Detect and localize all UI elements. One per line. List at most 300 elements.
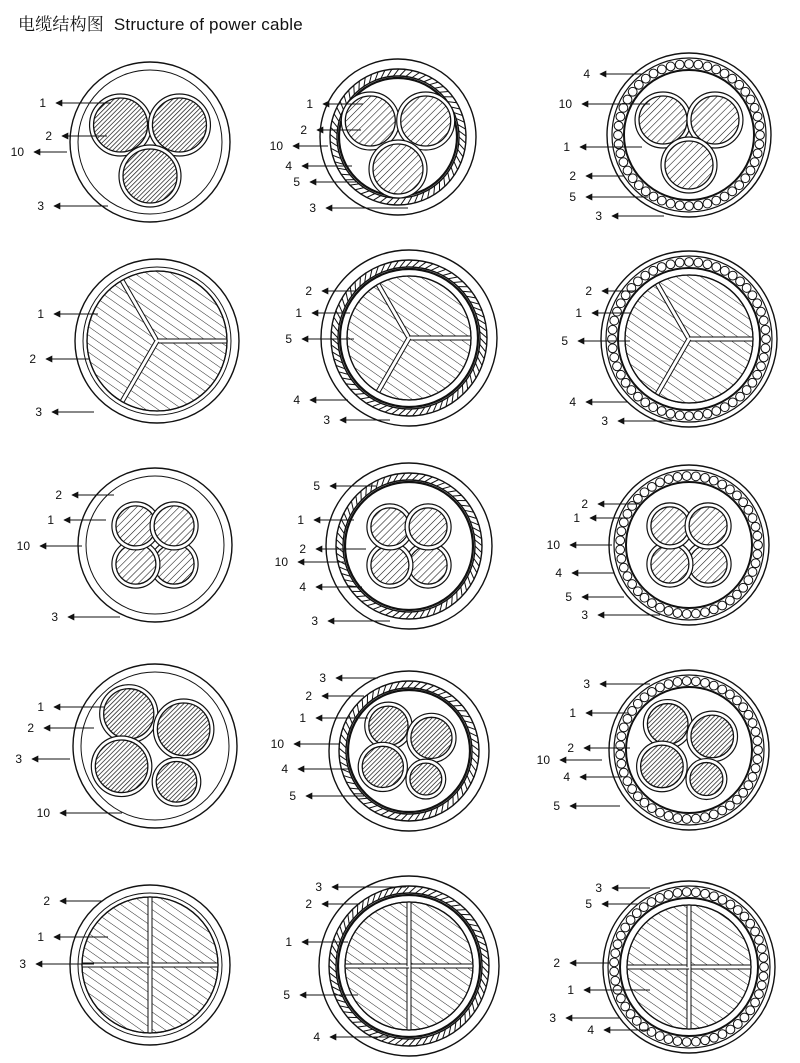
component-label: 3: [323, 413, 330, 427]
conductor: [639, 96, 687, 144]
component-label: 3: [601, 414, 608, 428]
armour-wire: [753, 736, 762, 745]
conductor: [157, 703, 210, 756]
armour-wire: [703, 199, 712, 208]
conductor: [411, 717, 452, 758]
armour-wire: [756, 131, 765, 140]
armour-wire: [641, 271, 650, 280]
armour-wire: [754, 746, 763, 755]
armour-wire: [694, 411, 703, 420]
page-title-english: Structure of power cable: [113, 15, 303, 34]
component-label: 3: [581, 608, 588, 622]
component-label: 10: [16, 539, 30, 553]
component-label: 4: [313, 1030, 320, 1044]
conductor: [373, 144, 423, 194]
cable-cross-section-d7: [78, 468, 232, 622]
cable-cross-section-d2: [320, 59, 476, 215]
armour-wire: [666, 409, 675, 418]
armour-wire: [634, 181, 643, 190]
conductor: [95, 740, 148, 793]
armour-wire: [666, 199, 675, 208]
cable-cross-section-d15: [603, 881, 775, 1053]
conductor: [409, 546, 447, 584]
component-label: 1: [299, 711, 306, 725]
armour-wire: [753, 531, 762, 540]
component-label: 4: [583, 67, 590, 81]
armour-wire: [619, 768, 628, 777]
component-label: 1: [295, 306, 302, 320]
component-label: 1: [37, 307, 44, 321]
component-label: 3: [315, 880, 322, 894]
component-label: 10: [536, 753, 550, 767]
component-label: 2: [29, 352, 36, 366]
armour-tape-stroke: [457, 711, 466, 712]
armour-wire: [633, 792, 642, 801]
armour-wire: [656, 808, 665, 817]
component-label: 3: [19, 957, 26, 971]
armour-wire: [709, 605, 718, 614]
armour-wire: [685, 202, 694, 211]
armour-wire: [616, 299, 625, 308]
armour-wire: [657, 263, 666, 272]
component-label: 4: [285, 159, 292, 173]
armour-wire: [640, 693, 649, 702]
armour-wire: [759, 316, 768, 325]
armour-wire: [759, 953, 768, 962]
armour-wire: [744, 781, 753, 790]
armour-wire: [656, 478, 665, 487]
armour-wire: [608, 335, 617, 344]
cable-cross-section-d6: [601, 251, 777, 427]
armour-wire: [634, 277, 643, 286]
component-label: 2: [305, 897, 312, 911]
armour-wire: [692, 677, 701, 686]
armour-wire: [718, 1030, 727, 1039]
armour-wire: [673, 473, 682, 482]
armour-wire: [748, 378, 757, 387]
armour-wire: [641, 187, 650, 196]
armour-wire: [621, 923, 630, 932]
armour-wire: [692, 814, 701, 823]
component-label: 2: [567, 741, 574, 755]
armour-wire: [617, 759, 626, 768]
armour-wire: [703, 409, 712, 418]
armour-wire: [753, 550, 762, 559]
armour-wire: [709, 681, 718, 690]
armour-wire: [748, 568, 757, 577]
armour-wire: [753, 149, 762, 158]
armour-wire: [655, 894, 664, 903]
armour-wire: [634, 80, 643, 89]
armour-wire: [728, 74, 737, 83]
armour-wire: [675, 201, 684, 210]
conductor: [651, 507, 689, 545]
cable-cross-section-d9: [609, 465, 769, 625]
armour-wire: [619, 103, 628, 112]
component-label: 3: [595, 209, 602, 223]
armour-tape-stroke: [341, 174, 350, 175]
armour-wire: [753, 370, 762, 379]
armour-wire: [694, 201, 703, 210]
armour-wire: [741, 87, 750, 96]
armour-tape-stroke: [452, 596, 453, 605]
armour-wire: [610, 316, 619, 325]
component-label: 2: [305, 284, 312, 298]
armour-wire: [755, 121, 764, 130]
armour-wire: [744, 710, 753, 719]
armour-wire: [673, 609, 682, 618]
armour-wire: [610, 958, 619, 967]
sector-conductor: [150, 965, 218, 1033]
armour-wire: [701, 678, 710, 687]
cable-cross-section-d11: [329, 671, 489, 831]
armour-wire: [757, 307, 766, 316]
armour-wire: [610, 967, 619, 976]
armour-wire: [748, 719, 757, 728]
armour-wire: [701, 1036, 710, 1045]
armour-wire: [755, 990, 764, 999]
conductor: [690, 763, 723, 796]
armour-wire: [753, 112, 762, 121]
component-label: 10: [274, 555, 288, 569]
armour-wire: [720, 69, 729, 78]
armour-wire: [613, 307, 622, 316]
armour-wire: [639, 903, 648, 912]
armour-wire: [744, 505, 753, 514]
armour-wire: [614, 131, 623, 140]
component-label: 5: [289, 789, 296, 803]
sector-conductor: [82, 897, 150, 965]
armour-wire: [647, 687, 656, 696]
armour-wire: [751, 927, 760, 936]
conductor: [691, 96, 739, 144]
armour-wire: [623, 509, 632, 518]
component-label: 2: [45, 129, 52, 143]
armour-wire: [751, 998, 760, 1007]
component-label: 10: [10, 145, 24, 159]
armour-wire: [712, 65, 721, 74]
armour-wire: [718, 806, 727, 815]
armour-wire: [701, 608, 710, 617]
component-label: 4: [555, 566, 562, 580]
armour-wire: [628, 502, 637, 511]
component-label: 2: [27, 721, 34, 735]
armour-wire: [682, 888, 691, 897]
component-label: 2: [55, 488, 62, 502]
armour-wire: [755, 140, 764, 149]
armour-wire: [710, 892, 719, 901]
armour-wire: [608, 325, 617, 334]
armour-wire: [746, 95, 755, 104]
armour-wire: [735, 181, 744, 190]
armour-wire: [761, 325, 770, 334]
armour-wire: [633, 587, 642, 596]
component-label: 1: [37, 930, 44, 944]
conductor: [410, 763, 442, 795]
armour-wire: [647, 482, 656, 491]
armour-wire: [655, 1032, 664, 1041]
component-label: 2: [581, 497, 588, 511]
conductor: [401, 96, 451, 146]
armour-wire: [740, 912, 749, 921]
conductor: [665, 141, 713, 189]
armour-wire: [754, 541, 763, 550]
component-label: 5: [283, 988, 290, 1002]
component-label: 4: [299, 580, 306, 594]
outer-sheath: [609, 670, 769, 830]
component-label: 10: [270, 737, 284, 751]
component-label: 1: [569, 706, 576, 720]
armour-wire: [741, 174, 750, 183]
conductor: [371, 508, 409, 546]
component-label: 2: [569, 169, 576, 183]
armour-wire: [675, 258, 684, 267]
component-label: 5: [561, 334, 568, 348]
armour-wire: [616, 994, 625, 1003]
conductor: [154, 506, 194, 546]
armour-wire: [613, 362, 622, 371]
sector-conductor: [82, 965, 150, 1033]
armour-wire: [613, 940, 622, 949]
armour-wire: [759, 353, 768, 362]
component-label: 1: [563, 140, 570, 154]
armour-wire: [628, 707, 637, 716]
armour-wire: [748, 291, 757, 300]
armour-wire: [728, 271, 737, 280]
component-label: 3: [319, 671, 326, 685]
conductor: [156, 762, 197, 803]
armour-wire: [617, 554, 626, 563]
armour-wire: [760, 963, 769, 972]
armour-wire: [682, 815, 691, 824]
armour-wire: [649, 403, 658, 412]
armour-wire: [753, 299, 762, 308]
armour-wire: [623, 95, 632, 104]
component-label: 3: [595, 881, 602, 895]
component-label: 1: [37, 700, 44, 714]
armour-wire: [746, 919, 755, 928]
armour-wire: [656, 683, 665, 692]
outer-sheath: [609, 465, 769, 625]
armour-wire: [751, 559, 760, 568]
sector-conductor: [150, 897, 218, 965]
component-label: 5: [293, 175, 300, 189]
component-label: 5: [553, 799, 560, 813]
armour-wire: [623, 777, 632, 786]
armour-wire: [709, 810, 718, 819]
armour-wire: [628, 785, 637, 794]
component-label: 1: [306, 97, 313, 111]
armour-wire: [726, 1025, 735, 1034]
component-label: 1: [573, 511, 580, 525]
component-label: 10: [558, 97, 572, 111]
conductor: [152, 98, 206, 152]
armour-wire: [712, 263, 721, 272]
armour-wire: [647, 599, 656, 608]
armour-wire: [762, 335, 771, 344]
component-label: 4: [293, 393, 300, 407]
armour-wire: [685, 412, 694, 421]
armour-wire: [623, 166, 632, 175]
armour-wire: [647, 804, 656, 813]
component-label: 4: [569, 395, 576, 409]
outer-sheath: [326, 463, 492, 629]
armour-wire: [619, 518, 628, 527]
armour-wire: [616, 545, 625, 554]
armour-wire: [623, 572, 632, 581]
armour-wire: [616, 536, 625, 545]
armour-wire: [621, 1002, 630, 1011]
armour-wire: [649, 266, 658, 275]
component-label: 3: [15, 752, 22, 766]
armour-wire: [751, 522, 760, 531]
conductor: [689, 545, 727, 583]
outer-sheath: [73, 664, 237, 828]
cable-cross-section-d4: [75, 259, 239, 423]
component-label: 3: [583, 677, 590, 691]
armour-wire: [751, 727, 760, 736]
armour-wire: [664, 1035, 673, 1044]
armour-wire: [750, 103, 759, 112]
armour-wire: [632, 909, 641, 918]
armour-wire: [675, 60, 684, 69]
armour-wire: [673, 814, 682, 823]
armour-wire: [718, 601, 727, 610]
armour-wire: [692, 609, 701, 618]
component-label: 1: [297, 513, 304, 527]
armour-wire: [664, 812, 673, 821]
armour-wire: [746, 1006, 755, 1015]
cable-cross-section-d1: [70, 62, 230, 222]
armour-wire: [666, 62, 675, 71]
armour-wire: [701, 889, 710, 898]
conductor: [691, 715, 734, 758]
armour-wire: [750, 158, 759, 167]
armour-wire: [726, 596, 735, 605]
armour-wire: [649, 192, 658, 201]
armour-wire: [761, 344, 770, 353]
conductor: [689, 507, 727, 545]
armour-wire: [623, 714, 632, 723]
component-label: 1: [47, 513, 54, 527]
armour-wire: [616, 750, 625, 759]
cable-cross-section-d14: [319, 876, 499, 1056]
armour-wire: [685, 258, 694, 267]
armour-wire: [728, 398, 737, 407]
conductor: [641, 745, 684, 788]
component-label: 10: [36, 806, 50, 820]
armour-wire: [657, 407, 666, 416]
armour-wire: [694, 258, 703, 267]
armour-wire: [694, 60, 703, 69]
component-label: 2: [585, 284, 592, 298]
component-label: 4: [587, 1023, 594, 1037]
armour-wire: [733, 1020, 742, 1029]
armour-wire: [718, 480, 727, 489]
armour-wire: [673, 678, 682, 687]
armour-wire: [616, 931, 625, 940]
armour-wire: [739, 498, 748, 507]
armour-wire: [682, 610, 691, 619]
armour-wire: [617, 732, 626, 741]
armour-wire: [712, 407, 721, 416]
conductor: [362, 746, 403, 787]
armour-wire: [657, 196, 666, 205]
component-label: 3: [549, 1011, 556, 1025]
armour-wire: [617, 527, 626, 536]
cable-cross-section-d12: [609, 670, 769, 830]
armour-wire: [647, 898, 656, 907]
armour-wire: [628, 580, 637, 589]
armour-wire: [746, 166, 755, 175]
armour-wire: [649, 69, 658, 78]
armour-wire: [759, 972, 768, 981]
armour-wire: [611, 949, 620, 958]
armour-wire: [703, 260, 712, 269]
armour-wire: [628, 87, 637, 96]
armour-wire: [619, 158, 628, 167]
component-label: 1: [567, 983, 574, 997]
conductor: [409, 508, 447, 546]
armour-wire: [728, 187, 737, 196]
cable-cross-section-d13: [70, 885, 230, 1045]
component-label: 1: [39, 96, 46, 110]
conductor: [94, 98, 148, 152]
armour-wire: [709, 476, 718, 485]
component-label: 3: [309, 201, 316, 215]
armour-wire: [757, 362, 766, 371]
armour-wire: [685, 60, 694, 69]
page-title-chinese: 电缆结构图: [18, 15, 104, 35]
armour-wire: [742, 284, 751, 293]
armour-wire: [619, 723, 628, 732]
component-label: 4: [281, 762, 288, 776]
armour-wire: [755, 936, 764, 945]
armour-wire: [692, 888, 701, 897]
conductor: [647, 704, 688, 745]
armour-wire: [675, 411, 684, 420]
component-label: 2: [43, 894, 50, 908]
armour-wire: [735, 80, 744, 89]
component-label: 5: [565, 590, 572, 604]
armour-wire: [718, 895, 727, 904]
armour-wire: [621, 291, 630, 300]
component-label: 1: [575, 306, 582, 320]
armour-wire: [614, 121, 623, 130]
conductor: [104, 689, 154, 739]
component-label: 5: [285, 332, 292, 346]
conductor: [371, 546, 409, 584]
armour-wire: [753, 755, 762, 764]
armour-wire: [682, 472, 691, 481]
armour-wire: [757, 981, 766, 990]
armour-tape-stroke: [366, 487, 367, 496]
armour-wire: [641, 398, 650, 407]
armour-wire: [673, 1037, 682, 1046]
armour-wire: [640, 488, 649, 497]
armour-wire: [634, 392, 643, 401]
armour-wire: [664, 607, 673, 616]
armour-wire: [712, 196, 721, 205]
component-label: 3: [37, 199, 44, 213]
armour-wire: [720, 266, 729, 275]
armour-wire: [701, 473, 710, 482]
armour-wire: [682, 1038, 691, 1047]
armour-tape-stroke: [354, 85, 355, 94]
armour-wire: [736, 392, 745, 401]
component-label: 10: [546, 538, 560, 552]
armour-wire: [748, 514, 757, 523]
